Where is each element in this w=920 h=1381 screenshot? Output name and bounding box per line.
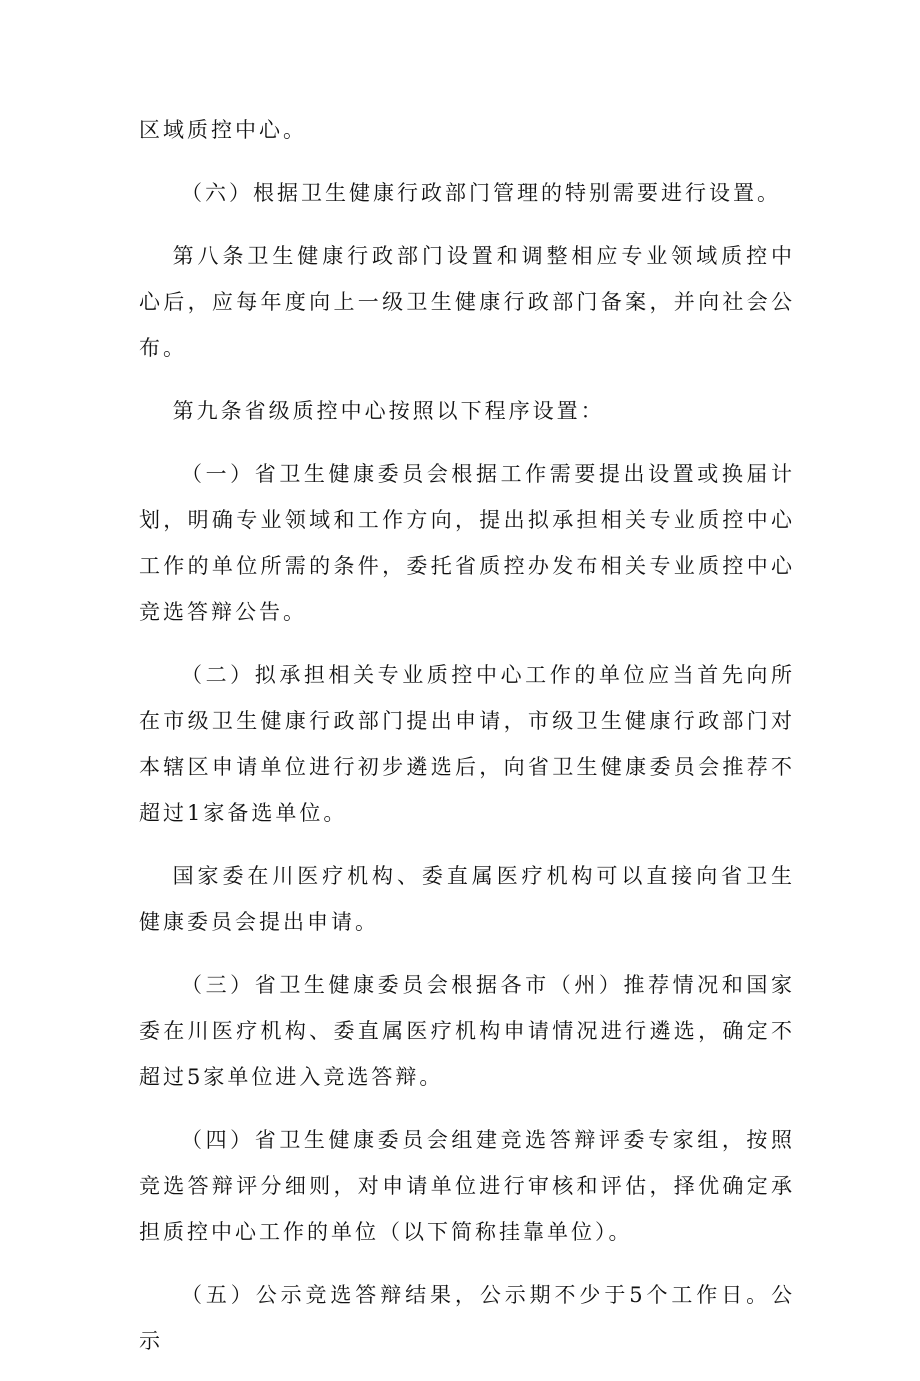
paragraph-article-8: 第八条卫生健康行政部门设置和调整相应专业领域质控中心后，应每年度向上一级卫生健康行政部门备案，并向社会公布。 [139,244,795,360]
paragraph-step-4: （四）省卫生健康委员会组建竞选答辩评委专家组，按照竞选答辩评分细则，对申请单位进行审核和评估，择优确定承担质控中心工作的单位（以下简称挂靠单位）。 [139,1128,795,1244]
paragraph-article-9: 第九条省级质控中心按照以下程序设置： [172,399,605,423]
paragraph-continuation: 区域质控中心。 [139,118,307,142]
paragraph-step-2: （二）拟承担相关专业质控中心工作的单位应当首先向所在市级卫生健康行政部门提出申请，市级卫生健康行政部门对本辖区申请单位进行初步遴选后，向省卫生健康委员会推荐不超过1家备选单位。 [139,663,795,825]
paragraph-step-1: （一）省卫生健康委员会根据工作需要提出设置或换届计划，明确专业领域和工作方向，提出拟承担相关专业质控中心工作的单位所需的条件，委托省质控办发布相关专业质控中心竞选答辩公告。 [139,462,795,624]
paragraph-step-3: （三）省卫生健康委员会根据各市（州）推荐情况和国家委在川医疗机构、委直属医疗机构申请情况进行遴选，确定不超过5家单位进入竞选答辩。 [139,973,795,1089]
paragraph-direct-application: 国家委在川医疗机构、委直属医疗机构可以直接向省卫生健康委员会提出申请。 [139,864,795,934]
paragraph-step-5: （五）公示竞选答辩结果，公示期不少于5个工作日。公示 [139,1283,795,1353]
paragraph-item-6: （六）根据卫生健康行政部门管理的特别需要进行设置。 [181,181,781,205]
document-body [139,107,795,1381]
